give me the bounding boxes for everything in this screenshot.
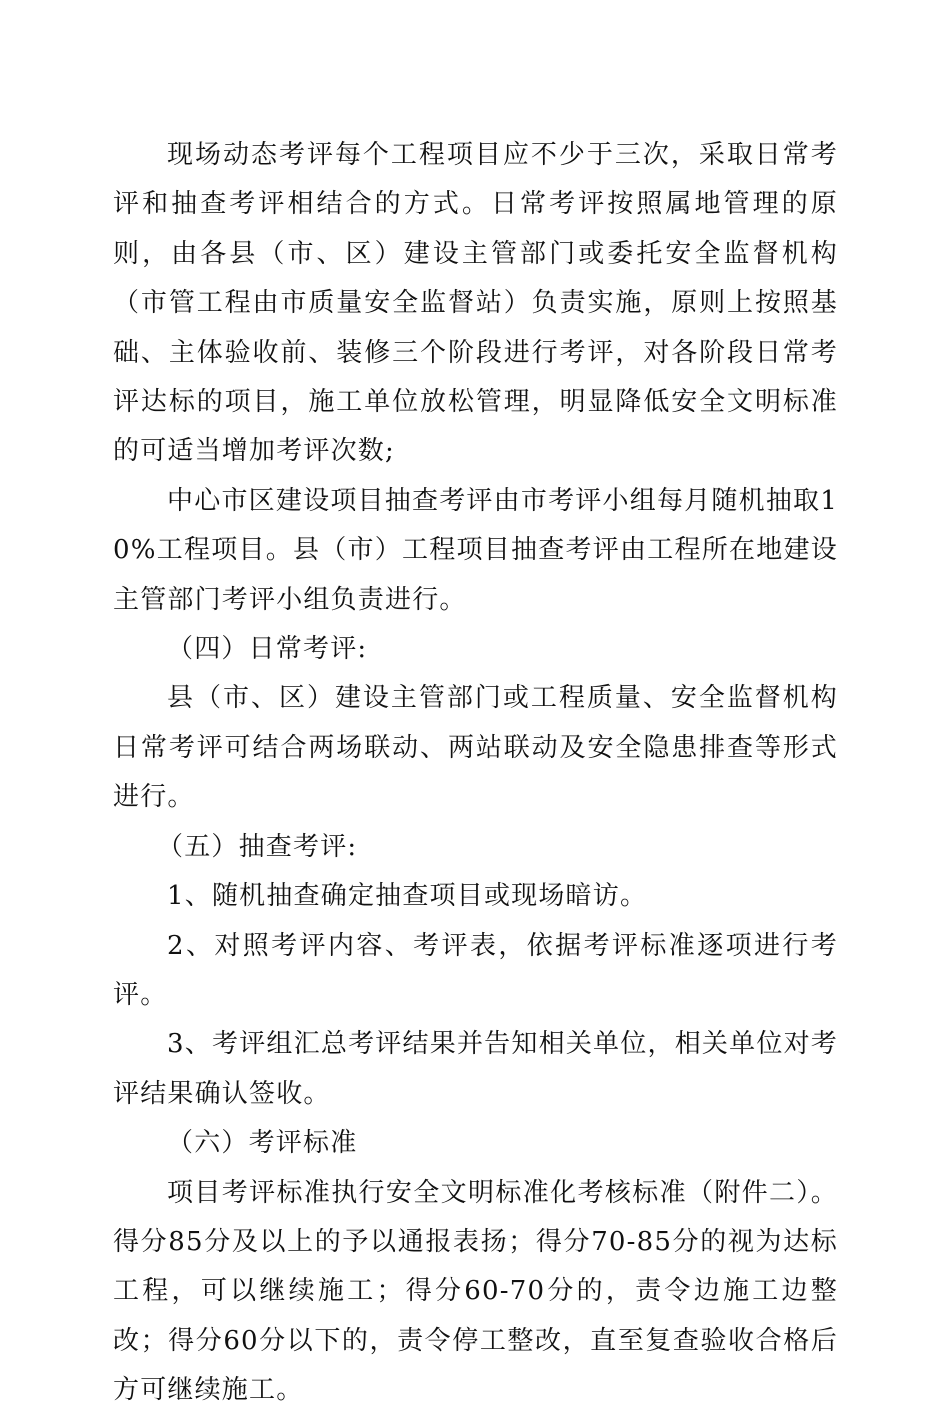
paragraph-evaluation-standard: 项目考评标准执行安全文明标准化考核标准（附件二）。得分85分及以上的予以通报表扬；得分70-85分的视为达标工程，可以继续施工；得分60-70分的，责令边施工边整改；得分60分以下的，责令停工整改，直至复查验收合格后方可继续施工。 bbox=[113, 1177, 838, 1406]
list-item-compare-content: 2、对照考评内容、考评表，依据考评标准逐项进行考评。 bbox=[113, 930, 838, 1010]
list-item-random-check: 1、随机抽查确定抽查项目或现场暗访。 bbox=[167, 881, 648, 912]
document-body bbox=[113, 131, 838, 1416]
list-item-summarize-results: 3、考评组汇总考评结果并告知相关单位，相关单位对考评结果确认签收。 bbox=[113, 1029, 838, 1109]
paragraph-daily-evaluation: 县（市、区）建设主管部门或工程质量、安全监督机构日常考评可结合两场联动、两站联动及安全隐患排查等形式进行。 bbox=[113, 683, 838, 813]
paragraph-spot-check-ratio: 中心市区建设项目抽查考评由市考评小组每月随机抽取10%工程项目。县（市）工程项目抽查考评由工程所在地建设主管部门考评小组负责进行。 bbox=[113, 485, 838, 615]
paragraph-dynamic-evaluation: 现场动态考评每个工程项目应不少于三次，采取日常考评和抽查考评相结合的方式。日常考评按照属地管理的原则，由各县（市、区）建设主管部门或委托安全监督机构（市管工程由市质量安全监督站）负责实施，原则上按照基础、主体验收前、装修三个阶段进行考评，对各阶段日常考评达标的项目，施工单位放松管理，明显降低安全文明标准的可适当增加考评次数; bbox=[113, 140, 838, 467]
section-heading-spot-check: （五）抽查考评: bbox=[157, 831, 358, 862]
section-heading-daily-evaluation: （四）日常考评: bbox=[167, 634, 368, 665]
section-heading-evaluation-standard: （六）考评标准 bbox=[167, 1128, 358, 1159]
